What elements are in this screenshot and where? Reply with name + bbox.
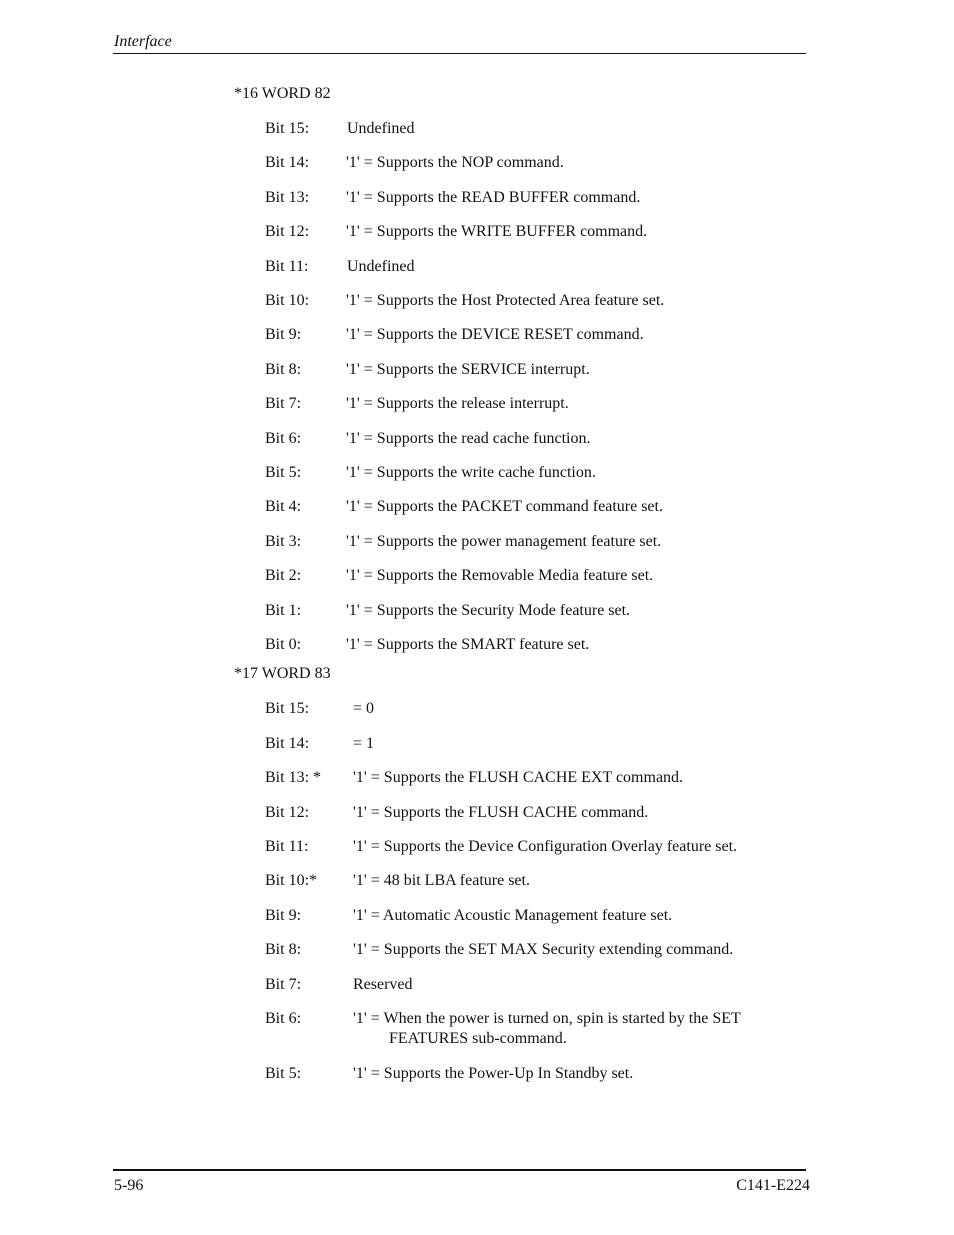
bit-description: '1' = When the power is turned on, spin is started by the SET xyxy=(353,1010,741,1027)
bit-label: Bit 10: xyxy=(265,292,310,309)
bit-description: '1' = Supports the SET MAX Security extending command. xyxy=(353,941,734,958)
bit-description-continuation: FEATURES sub-command. xyxy=(389,1030,567,1047)
document-id: C141-E224 xyxy=(736,1177,810,1194)
bit-label: Bit 6: xyxy=(265,1010,302,1027)
bit-description: '1' = Supports the Power-Up In Standby set. xyxy=(353,1065,634,1082)
bit-label: Bit 1: xyxy=(265,602,302,619)
bit-description: '1' = Automatic Acoustic Management feature set. xyxy=(353,907,673,924)
section-title-word-82: *16 WORD 82 xyxy=(234,85,331,102)
bit-label: Bit 7: xyxy=(265,395,302,412)
bit-description: = 1 xyxy=(353,735,375,752)
bit-description: '1' = Supports the READ BUFFER command. xyxy=(346,189,641,206)
bit-description: '1' = Supports the FLUSH CACHE command. xyxy=(353,804,649,821)
bit-label: Bit 11: xyxy=(265,838,309,855)
bit-label: Bit 9: xyxy=(265,907,302,924)
page-header-title: Interface xyxy=(114,33,172,50)
bit-description: '1' = Supports the PACKET command feature set. xyxy=(346,498,663,515)
bit-label: Bit 0: xyxy=(265,636,302,653)
bit-label: Bit 12: xyxy=(265,223,310,240)
bit-description: '1' = Supports the write cache function. xyxy=(346,464,596,481)
bit-description: '1' = Supports the power management feature set. xyxy=(346,533,662,550)
bit-label: Bit 13: xyxy=(265,189,310,206)
bit-label: Bit 11: xyxy=(265,258,309,275)
bit-label: Bit 5: xyxy=(265,1065,302,1082)
bit-label: Bit 14: xyxy=(265,154,310,171)
bit-description: '1' = Supports the SERVICE interrupt. xyxy=(346,361,590,378)
bit-description: '1' = Supports the Removable Media feature set. xyxy=(346,567,654,584)
bit-description: Undefined xyxy=(347,258,415,275)
bit-description: '1' = Supports the DEVICE RESET command. xyxy=(346,326,644,343)
bit-label: Bit 6: xyxy=(265,430,302,447)
bit-label: Bit 14: xyxy=(265,735,310,752)
bit-description: '1' = Supports the FLUSH CACHE EXT command. xyxy=(353,769,684,786)
bit-description: '1' = Supports the read cache function. xyxy=(346,430,591,447)
bit-label: Bit 5: xyxy=(265,464,302,481)
bit-description: '1' = Supports the Security Mode feature set. xyxy=(346,602,631,619)
bit-label: Bit 8: xyxy=(265,941,302,958)
footer-rule xyxy=(113,1169,806,1171)
bit-label: Bit 9: xyxy=(265,326,302,343)
section-title-word-83: *17 WORD 83 xyxy=(234,665,331,682)
bit-description: '1' = Supports the Host Protected Area feature set. xyxy=(346,292,665,309)
page-number: 5-96 xyxy=(114,1177,144,1194)
bit-label: Bit 4: xyxy=(265,498,302,515)
bit-description: = 0 xyxy=(353,700,375,717)
bit-label: Bit 3: xyxy=(265,533,302,550)
bit-description: '1' = Supports the NOP command. xyxy=(346,154,564,171)
bit-description: '1' = Supports the release interrupt. xyxy=(346,395,569,412)
bit-description: '1' = 48 bit LBA feature set. xyxy=(353,872,530,889)
bit-label: Bit 7: xyxy=(265,976,302,993)
header-rule xyxy=(113,53,806,54)
bit-description: '1' = Supports the Device Configuration Overlay feature set. xyxy=(353,838,738,855)
bit-description: '1' = Supports the SMART feature set. xyxy=(346,636,590,653)
bit-label: Bit 8: xyxy=(265,361,302,378)
bit-label: Bit 10:* xyxy=(265,872,318,889)
bit-description: '1' = Supports the WRITE BUFFER command. xyxy=(346,223,648,240)
bit-description: Undefined xyxy=(347,120,415,137)
bit-description: Reserved xyxy=(353,976,413,993)
bit-label: Bit 15: xyxy=(265,700,310,717)
bit-label: Bit 15: xyxy=(265,120,310,137)
bit-label: Bit 12: xyxy=(265,804,310,821)
bit-label: Bit 13: * xyxy=(265,769,322,786)
bit-label: Bit 2: xyxy=(265,567,302,584)
